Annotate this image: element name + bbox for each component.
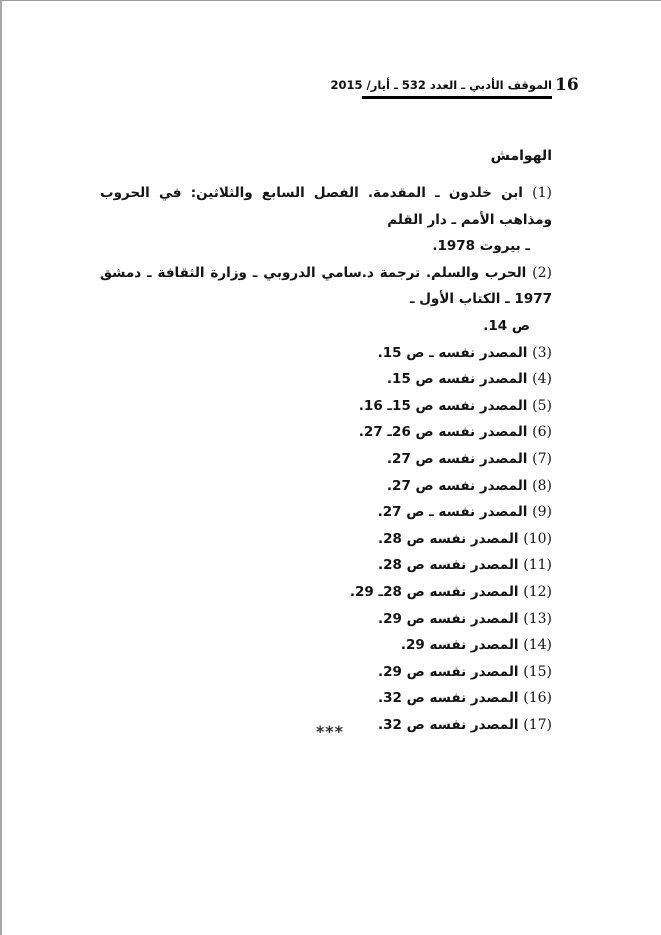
footnote-number: (3) (532, 344, 552, 361)
page-border-top (0, 0, 661, 1)
footnotes-section (100, 140, 552, 738)
footnote-item (100, 393, 552, 420)
running-header (330, 75, 579, 100)
page-number: 16 (555, 75, 579, 95)
footnote-text: المصدر نفسه ص 27. (386, 477, 528, 494)
footnote-item (100, 526, 552, 553)
footnote-item (100, 685, 552, 712)
footnote-text: ابن خلدون ـ المقدمة. الفصل السابع والثلاثين: في الحروب ومذاهب الأمم ـ دار القلم (100, 185, 552, 228)
footnote-item (100, 632, 552, 659)
footnote-number: (12) (523, 583, 552, 600)
footnote-item (100, 260, 552, 340)
footnote-number: (13) (523, 610, 552, 627)
footnote-item (100, 473, 552, 500)
footnote-item (100, 446, 552, 473)
footnote-item (100, 340, 552, 367)
footnote-number: (1) (532, 185, 553, 201)
footnote-text: المصدر نفسه ص 15. (386, 371, 528, 388)
page-border-left (0, 0, 2, 935)
footnote-text: المصدر نفسه ص 29. (378, 610, 519, 627)
footnote-item (100, 579, 552, 606)
footnote-continuation: ص 14. (483, 317, 530, 334)
footnote-item (100, 366, 552, 393)
footnote-item (100, 659, 552, 686)
footnote-number: (6) (532, 424, 552, 441)
footnote-item (100, 606, 552, 633)
footnote-text: المصدر نفسه ـ ص 27. (377, 504, 528, 521)
footnote-text: المصدر نفسه ص 15ـ 16. (358, 397, 528, 414)
footnote-text: المصدر نفسه 29. (400, 637, 519, 654)
footnote-number: (11) (523, 557, 552, 574)
notes-heading: الهوامش (490, 148, 552, 164)
footnote-number: (4) (532, 371, 552, 388)
footnote-text: المصدر نفسه ص 32. (378, 716, 519, 733)
footnote-number: (8) (532, 477, 552, 494)
footnote-text: المصدر نفسه ص 26ـ 27. (358, 424, 528, 441)
footnote-item (100, 552, 552, 579)
footnote-number: (10) (523, 530, 552, 547)
footnote-text: المصدر نفسه ص 28. (378, 530, 519, 547)
footnote-text: المصدر نفسه ـ ص 15. (377, 344, 528, 361)
section-divider-asterisks: *** (315, 722, 345, 741)
footnote-text: الحرب والسلم. ترجمة د.سامي الدروبي ـ وزارة الثقافة ـ دمشق 1977 ـ الكتاب الأول ـ (100, 264, 552, 308)
footnote-text: المصدر نفسه ص 32. (378, 690, 519, 707)
footnote-number: (16) (523, 690, 552, 707)
footnote-continuation: ـ بيروت 1978. (432, 238, 530, 255)
footnote-text: المصدر نفسه ص 27. (386, 450, 528, 467)
footnote-number: (15) (523, 663, 552, 680)
footnote-number: (17) (523, 716, 552, 733)
footnote-number: (5) (532, 397, 552, 414)
footnote-number: (7) (532, 450, 552, 467)
footnote-text: المصدر نفسه ص 29. (378, 663, 519, 680)
footnote-number: (2) (532, 264, 553, 281)
footnote-item (100, 180, 552, 260)
footnote-number: (9) (532, 504, 552, 521)
footnote-number: (14) (523, 637, 552, 654)
running-title: الموقف الأدبي ـ العدد 532 ـ أيار/ 2015 (330, 78, 552, 92)
footnote-text: المصدر نفسه ص 28ـ 29. (349, 583, 519, 600)
footnote-list (100, 180, 552, 738)
footnote-item (100, 419, 552, 446)
footnote-item (100, 499, 552, 526)
footnote-text: المصدر نفسه ص 28. (378, 557, 519, 574)
header-rule (362, 96, 552, 99)
